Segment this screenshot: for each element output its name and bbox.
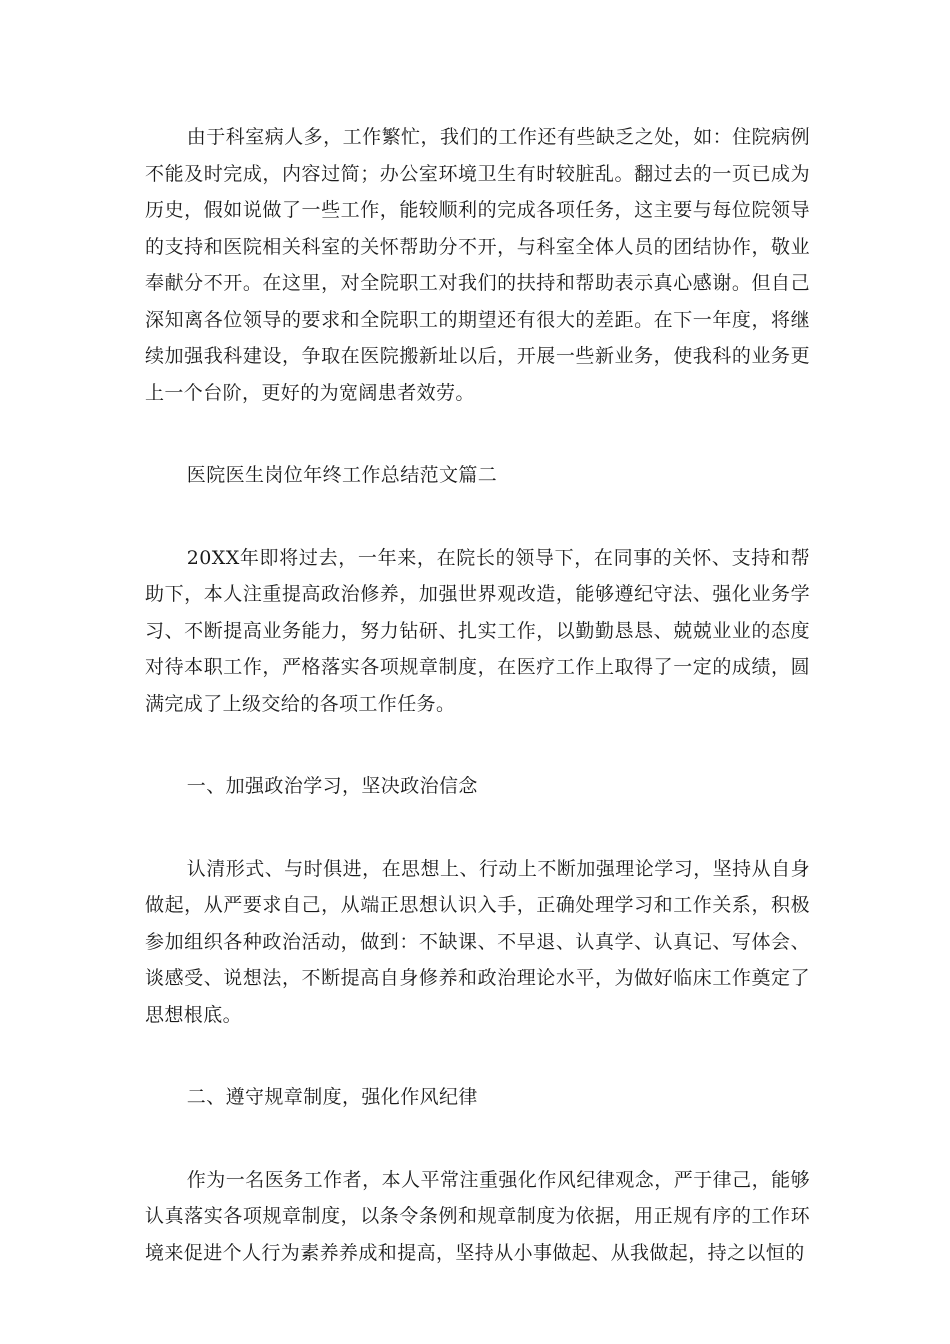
paragraph-2: 20XX年即将过去，一年来，在院长的领导下，在同事的关怀、支持和帮助下，本人注重提高政治修养，加强世界观改造，能够遵纪守法、强化业务学习、不断提高业务能力，努力钻研、扎实工作，以勤勤恳恳、兢兢业业的态度对待本职工作，严格落实各项规章制度，在医疗工作上取得了一定的成绩，圆满完成了上级交给的各项工作任务。 [145,546,810,715]
spacer [145,494,810,540]
spacer [145,1116,810,1162]
spacer [145,411,810,457]
spacer [145,805,810,851]
paragraph-1: 由于科室病人多，工作繁忙，我们的工作还有些缺乏之处，如：住院病例不能及时完成，内容过简；办公室环境卫生有时较脏乱。翻过去的一页已成为历史，假如说做了一些工作，能较顺利的完成各项任务，这主要与每位院领导的支持和医院相关科室的关怀帮助分不开，与科室全体人员的团结协作，敬业奉献分不开。在这里，对全院职工对我们的扶持和帮助表示真心感谢。但自己深知离各位领导的要求和全院职工的期望还有很大的差距。在下一年度，将继续加强我科建设，争取在医院搬新址以后，开展一些新业务，使我科的业务更上一个台阶，更好的为宽阔患者效劳。 [145,126,810,404]
spacer [145,722,810,768]
heading-2: 二、遵守规章制度，强化作风纪律 [186,1086,478,1108]
section-title: 医院医生岗位年终工作总结范文篇二 [186,464,498,486]
spacer [145,1033,810,1079]
heading-1: 一、加强政治学习，坚决政治信念 [186,775,478,797]
document-body [145,119,810,1271]
paragraph-4: 作为一名医务工作者，本人平常注重强化作风纪律观念，严于律己，能够认真落实各项规章制度，以条令条例和规章制度为依据，用正规有序的工作环境来促进个人行为素养养成和提高，坚持从小事做起、从我做起，持之以恒的 [145,1168,810,1264]
paragraph-3: 认清形式、与时俱进，在思想上、行动上不断加强理论学习，坚持从自身做起，从严要求自己，从端正思想认识入手，正确处理学习和工作关系，积极参加组织各种政治活动，做到：不缺课、不早退、认真学、认真记、写体会、谈感受、说想法，不断提高自身修养和政治理论水平，为做好临床工作奠定了思想根底。 [145,857,810,1026]
